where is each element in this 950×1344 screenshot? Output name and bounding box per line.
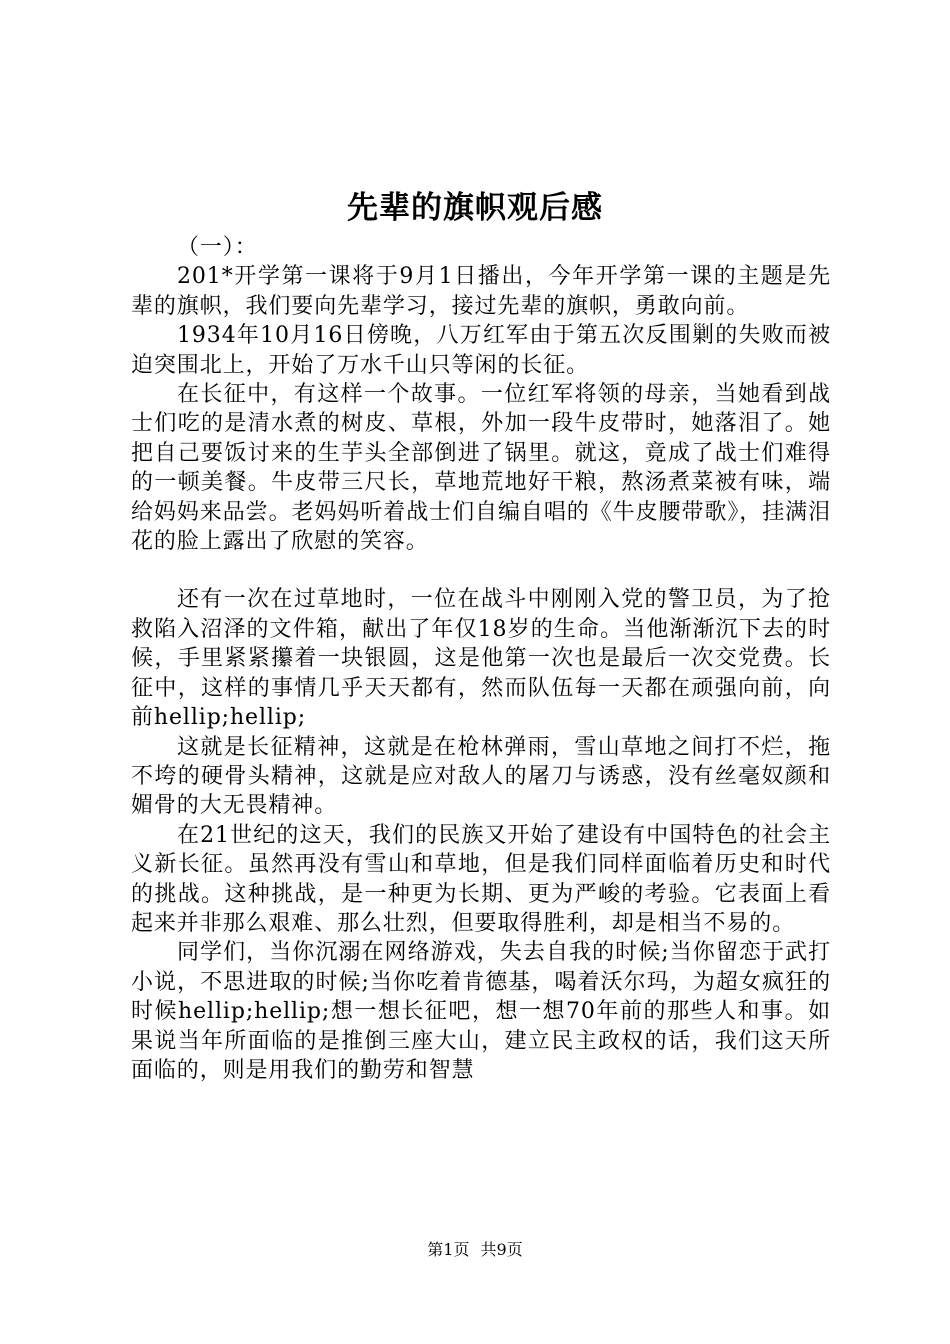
paragraph: 还有一次在过草地时，一位在战斗中刚刚入党的警卫员，为了抢救陷入沼泽的文件箱，献出了年仅18岁的生命。当他渐渐沉下去的时候，手里紧紧攥着一块银圆，这是他第一次也是最后一次交党费。长征中，这样的事情几乎天天都有，然而队伍每一天都在顽强向前，向前hellip;hellip; <box>131 587 831 731</box>
paragraph: 在长征中，有这样一个故事。一位红军将领的母亲，当她看到战士们吃的是清水煮的树皮、草根，外加一段牛皮带时，她落泪了。她把自己要饭讨来的生芋头全部倒进了锅里。就这，竟成了战士们难得的一顿美餐。牛皮带三尺长，草地荒地好干粮，熬汤煮菜被有味，端给妈妈来品尝。老妈妈听着战士们自编自唱的《牛皮腰带歌》，挂满泪花的脸上露出了欣慰的笑容。 <box>131 382 831 555</box>
page-footer: 第1页 共9页 <box>427 1240 523 1259</box>
paragraph: 在21世纪的这天，我们的民族又开始了建设有中国特色的社会主义新长征。虽然再没有雪山和草地，但是我们同样面临着历史和时代的挑战。这种挑战，是一种更为长期、更为严峻的考验。它表面上看起来并非那么艰难、那么壮烈，但要取得胜利，却是相当不易的。 <box>131 822 831 936</box>
paragraph: 同学们，当你沉溺在网络游戏，失去自我的时候;当你留恋于武打小说，不思进取的时候;当你吃着肯德基，喝着沃尔玛，为超女疯狂的时候hellip;hellip;想一想长征吧，想一想70年前的那些人和事。如果说当年所面临的是推倒三座大山，建立民主政权的话，我们这天所面临的，则是用我们的勤劳和智慧 <box>131 940 831 1083</box>
paragraph: 1934年10月16日傍晚，八万红军由于第五次反围剿的失败而被迫突围北上，开始了万水千山只等闲的长征。 <box>131 323 831 378</box>
document-title: 先辈的旗帜观后感 <box>347 190 603 226</box>
document-body <box>131 233 831 1085</box>
paragraph: 201*开学第一课将于9月1日播出，今年开学第一课的主题是先辈的旗帜，我们要向先辈学习，接过先辈的旗帜，勇敢向前。 <box>131 264 831 319</box>
paragraph: 这就是长征精神，这就是在枪林弹雨，雪山草地之间打不烂，拖不垮的硬骨头精神，这就是应对敌人的屠刀与诱惑，没有丝毫奴颜和媚骨的大无畏精神。 <box>131 734 831 819</box>
section-label: （一）： <box>177 235 258 260</box>
